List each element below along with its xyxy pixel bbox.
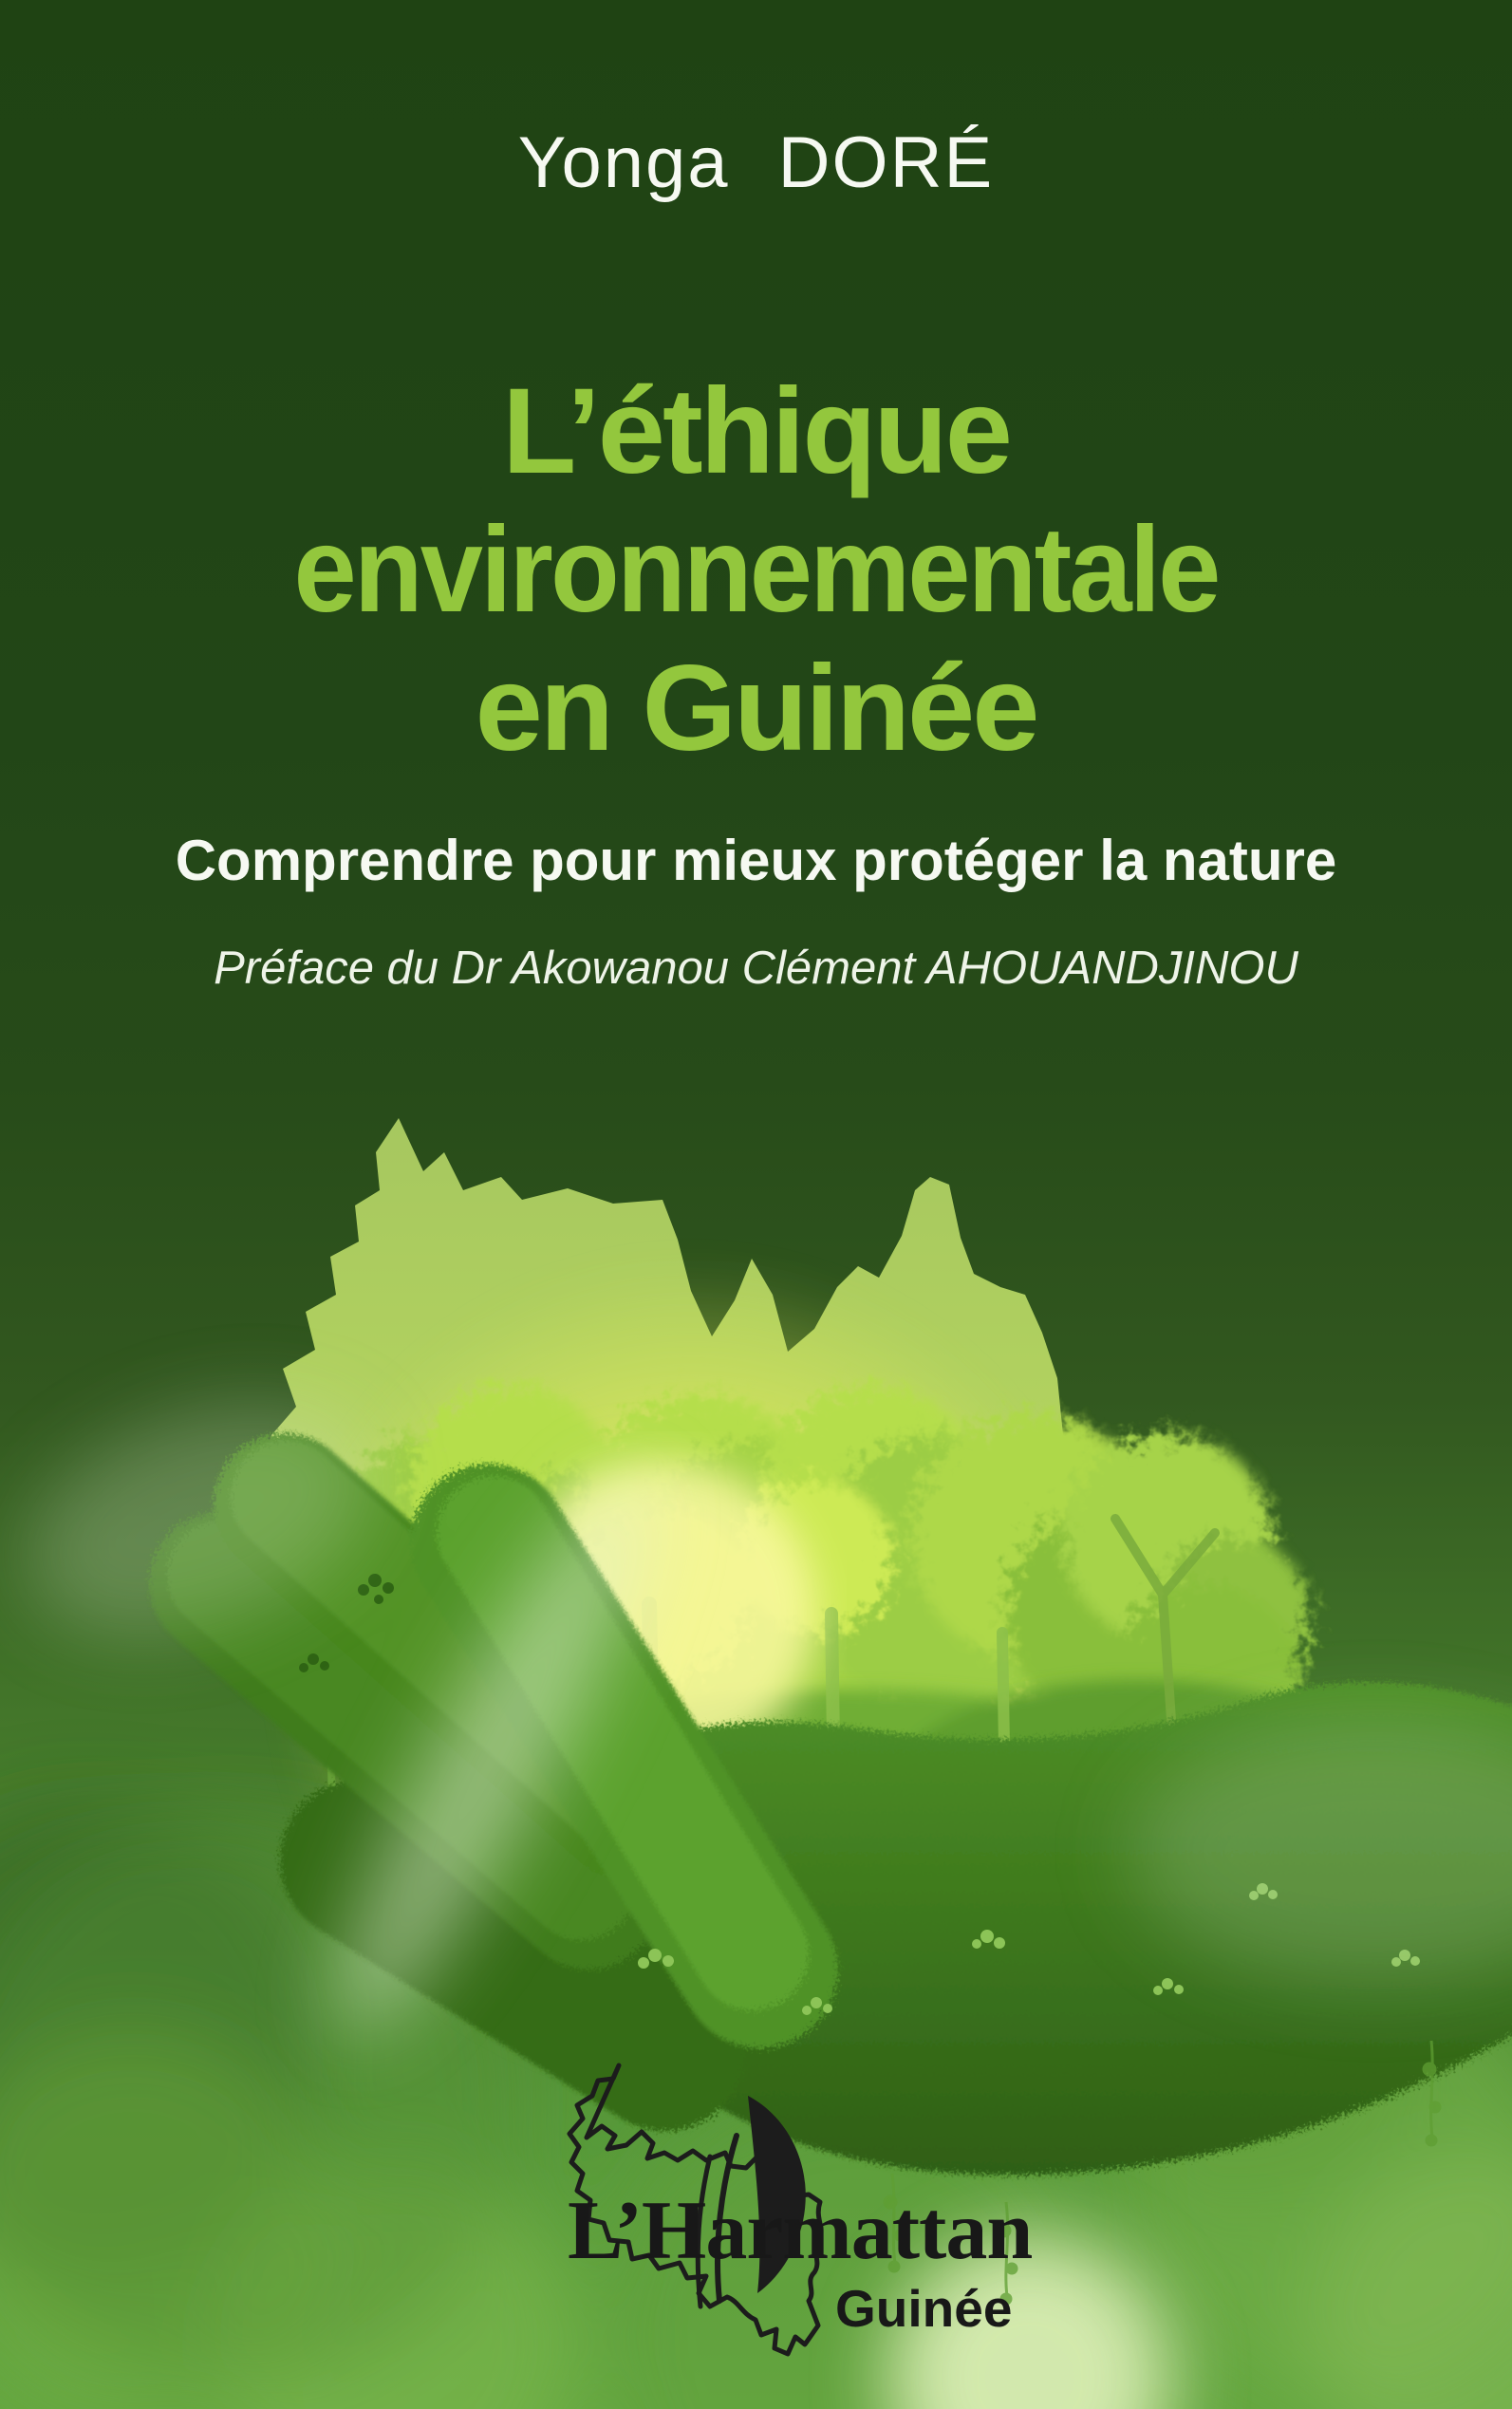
book-title — [0, 363, 1512, 778]
author-name: Yonga DORÉ — [517, 122, 995, 203]
publisher-name: L’Harmattan — [568, 2185, 1033, 2277]
title-line-2: environnementale — [293, 502, 1219, 638]
subtitle: Comprendre pour mieux protéger la nature — [175, 829, 1337, 892]
title-line-1: L’éthique — [502, 364, 1010, 499]
title-line-3: en Guinée — [475, 641, 1037, 776]
preface-credit: Préface du Dr Akowanou Clément AHOUANDJINOU — [214, 943, 1298, 994]
publisher-imprint: Guinée — [835, 2279, 1013, 2338]
